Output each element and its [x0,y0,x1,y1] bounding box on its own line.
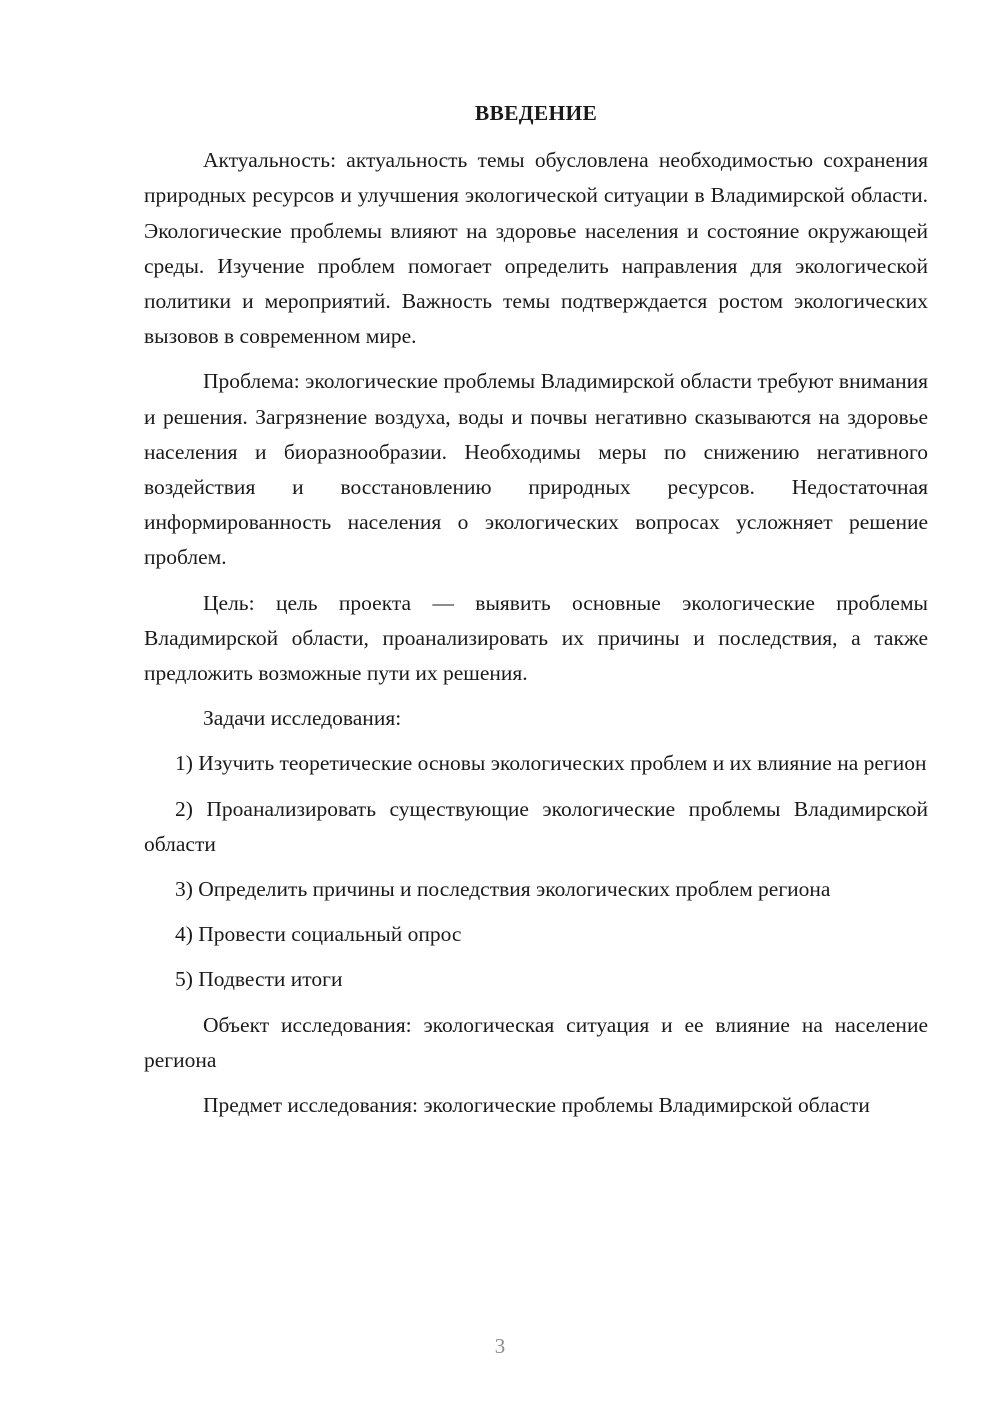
page-number: 3 [494,1334,506,1358]
page-content [144,96,928,1133]
task-item: 4) Провести социальный опрос [175,922,462,947]
section-title: ВВЕДЕНИЕ [474,101,598,125]
task-item: 5) Подвести итоги [175,967,343,992]
object-paragraph: Объект исследования: экологическая ситуация и ее влияние на население региона [144,1012,928,1072]
relevance-paragraph: Актуальность: актуальность темы обусловлена необходимостью сохранения природных ресурсов и улучшения экологической ситуации в Владимирской области. Экологические проблемы влияют на здоровье населения и состояние окружающей среды. Изучение проблем помогает определить направления для экологической политики и мероприятий. Важность темы подтверждается ростом экологических вызовов в современном мире. [144,148,928,349]
tasks-heading: Задачи исследования: [203,706,402,731]
task-item: 1) Изучить теоретические основы экологических проблем и их влияние на регион [175,751,927,776]
problem-paragraph: Проблема: экологические проблемы Владимирской области требуют внимания и решения. Загрязнение воздуха, воды и почвы негативно сказываются на здоровье населения и биоразнообразии. Необходимы меры по снижению негативного воздействия и восстановлению природных ресурсов. Недостаточная информированность населения о экологических вопросах усложняет решение проблем. [144,369,928,570]
subject-paragraph: Предмет исследования: экологические проблемы Владимирской области [203,1093,870,1118]
task-item: 3) Определить причины и последствия экологических проблем региона [175,877,831,902]
goal-paragraph: Цель: цель проекта — выявить основные экологические проблемы Владимирской области, проанализировать их причины и последствия, а также предложить возможные пути их решения. [144,590,928,686]
task-item: 2) Проанализировать существующие экологические проблемы Владимирской области [144,796,928,856]
